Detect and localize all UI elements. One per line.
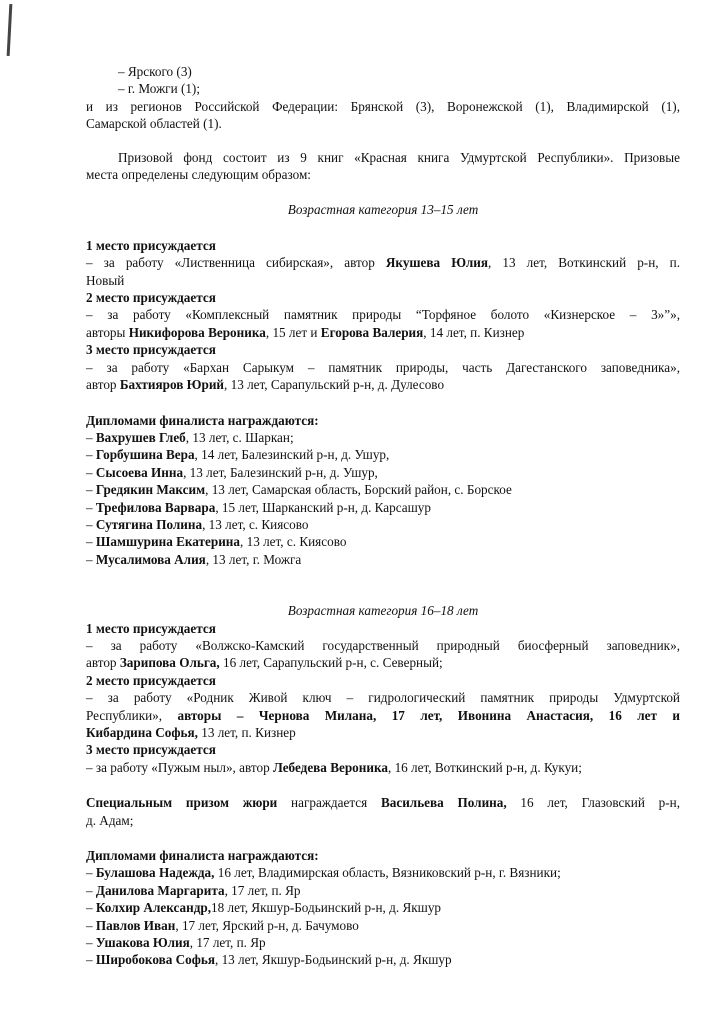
cat2-place2-line: – за работу «Родник Живой ключ – гидрологический памятник природы Удмуртской — [86, 690, 680, 706]
finalist-details: 18 лет, Якшур-Бодьинский р-н, д. Якшур — [211, 900, 442, 916]
finalist-details: , 15 лет, Шарканский р-н, д. Карсашур — [215, 499, 431, 515]
cat2-place1-line-2: автор Зарипова Ольга, 16 лет, Сарапульский р-н, с. Северный; — [86, 655, 443, 671]
cat2-place2-heading: 2 место присуждается — [86, 672, 216, 688]
finalist-item: – Сутягина Полина, 13 лет, с. Киясово — [86, 516, 309, 532]
finalist-details: , 13 лет, Балезинский р-н, д. Ушур, — [183, 464, 378, 480]
finalist-details: , 13 лет, с. Шаркан; — [185, 429, 294, 445]
finalist-details: , 17 лет, Ярский р-н, д. Бачумово — [175, 917, 359, 933]
winner-names: авторы – Чернова Милана, 17 лет, Ивонина Анастасия, 16 лет и — [177, 707, 680, 723]
category-2-title: Возрастная категория 16–18 лет — [287, 603, 479, 619]
finalist-details: , 13 лет, с. Киясово — [240, 534, 347, 550]
finalist-name: Павлов Иван — [95, 917, 176, 933]
finalist-item: – Мусалимова Алия, 13 лет, г. Можга — [86, 551, 302, 567]
finalist-details: , 14 лет, Балезинский р-н, д. Ушур, — [194, 447, 390, 463]
finalist-details: 16 лет, Владимирская область, Вязниковский р-н, г. Вязники; — [214, 865, 561, 881]
cat2-finalists-list — [86, 864, 680, 968]
cat1-finalists-list — [86, 429, 680, 568]
special-prize-heading: Специальным призом жюри — [86, 795, 278, 811]
finalist-item: – Булашова Надежда, 16 лет, Владимирская область, Вязниковский р-н, г. Вязники; — [86, 865, 561, 881]
finalist-name: Вахрушев Глеб — [95, 429, 186, 445]
finalist-item: – Шамшурина Екатерина, 13 лет, с. Киясово — [86, 534, 347, 550]
special-prize-line: Специальным призом жюри награждается Васильева Полина, 16 лет, Глазовский р-н, — [86, 795, 681, 811]
finalist-name: Сутягина Полина — [95, 516, 203, 532]
finalist-item: – Ушакова Юлия, 17 лет, п. Яр — [86, 935, 266, 951]
finalist-details: , 13 лет, Якшур-Бодьинский р-н, д. Якшур — [214, 952, 452, 968]
cat1-place2-heading: 2 место присуждается — [86, 290, 216, 306]
cat1-place1-heading: 1 место присуждается — [86, 237, 216, 253]
finalist-details: , 13 лет, Самарская область, Борский район, с. Борское — [205, 482, 512, 498]
finalist-item: – Вахрушев Глеб, 13 лет, с. Шаркан; — [86, 429, 294, 445]
cat1-place3-line: – за работу «Бархан Сарыкум – памятник природы, часть Дагестанского заповедника», — [86, 359, 680, 375]
intro-line-4: Самарской областей (1). — [86, 116, 222, 132]
finalist-item: – Широбокова Софья, 13 лет, Якшур-Бодьинский р-н, д. Якшур — [86, 952, 452, 968]
scan-edge-mark — [7, 4, 13, 56]
special-prize-line-2: д. Адам; — [86, 812, 134, 828]
finalist-name: Булашова Надежда, — [95, 865, 215, 881]
finalist-item: – Трефилова Варвара, 15 лет, Шарканский р-н, д. Карсашур — [86, 499, 431, 515]
finalist-name: Ушакова Юлия — [95, 935, 190, 951]
category-1-title: Возрастная категория 13–15 лет — [287, 202, 479, 218]
winner-name: Зарипова Ольга, — [119, 655, 220, 671]
winner-name: Лебедева Вероника — [272, 759, 388, 775]
cat1-place2-line: – за работу «Комплексный памятник природы “Торфяное болото «Кизнерское – 3»”», — [86, 307, 680, 323]
finalist-name: Гредякин Максим — [95, 482, 206, 498]
finalist-name: Колхир Александр, — [95, 900, 211, 916]
cat1-place1-line: – за работу «Лиственница сибирская», автор Якушева Юлия, 13 лет, Воткинский р-н, п. — [86, 255, 680, 271]
cat2-place3-line: – за работу «Пужым ныл», автор Лебедева Вероника, 16 лет, Воткинский р-н, д. Кукуи; — [86, 759, 582, 775]
intro-line-1: – Ярского (3) — [118, 64, 192, 79]
finalist-item: – Данилова Маргарита, 17 лет, п. Яр — [86, 882, 301, 898]
finalist-name: Сысоева Инна — [95, 464, 184, 480]
finalist-name: Данилова Маргарита — [95, 882, 225, 898]
cat1-place1-line-2: Новый — [86, 272, 125, 288]
finalist-details: , 13 лет, с. Киясово — [202, 516, 309, 532]
winner-name: Кибардина Софья, — [86, 725, 198, 740]
prize-fund-line-2: места определены следующим образом: — [86, 167, 311, 183]
cat2-place1-heading: 1 место присуждается — [86, 620, 216, 636]
finalist-name: Широбокова Софья — [95, 952, 215, 968]
finalist-name: Мусалимова Алия — [95, 551, 206, 567]
document-page — [86, 63, 680, 969]
cat1-place3-heading: 3 место присуждается — [86, 342, 216, 358]
finalist-item: – Сысоева Инна, 13 лет, Балезинский р-н, д. Ушур, — [86, 464, 378, 480]
finalist-item: – Павлов Иван, 17 лет, Ярский р-н, д. Бачумово — [86, 917, 359, 933]
finalist-name: Горбушина Вера — [95, 447, 195, 463]
prize-fund-line-1: Призовой фонд состоит из 9 книг «Красная книга Удмуртской Республики». Призовые — [118, 149, 680, 165]
winner-name: Бахтияров Юрий — [119, 377, 225, 393]
cat1-finalists-heading: Дипломами финалиста награждаются: — [86, 412, 319, 428]
intro-line-3: и из регионов Российской Федерации: Брянской (3), Воронежской (1), Владимирской (1), — [86, 98, 680, 114]
cat1-place2-line-2: авторы Никифорова Вероника, 15 лет и Егорова Валерия, 14 лет, п. Кизнер — [86, 324, 525, 340]
finalist-name: Трефилова Варвара — [95, 499, 216, 515]
finalist-item: – Горбушина Вера, 14 лет, Балезинский р-н, д. Ушур, — [86, 447, 390, 463]
winner-name: Васильева Полина, — [380, 795, 507, 811]
intro-line-2: – г. Можги (1); — [118, 81, 200, 97]
cat2-place2-line-2: Республики», авторы – Чернова Милана, 17 лет, Ивонина Анастасия, 16 лет и — [86, 707, 680, 723]
winner-name: Егорова Валерия — [320, 324, 424, 340]
cat2-finalists-heading: Дипломами финалиста награждаются: — [86, 848, 319, 864]
finalist-item: – Колхир Александр,18 лет, Якшур-Бодьинский р-н, д. Якшур — [86, 900, 442, 916]
winner-name: Якушева Юлия — [385, 255, 489, 271]
winner-name: Никифорова Вероника — [128, 324, 266, 340]
finalist-details: , 13 лет, г. Можга — [205, 551, 302, 567]
cat2-place2-line-3: Кибардина Софья, 13 лет, п. Кизнер — [86, 725, 296, 740]
finalist-name: Шамшурина Екатерина — [95, 534, 240, 550]
finalist-details: , 17 лет, п. Яр — [189, 935, 266, 951]
cat2-place3-heading: 3 место присуждается — [86, 742, 216, 758]
cat1-place3-line-2: автор Бахтияров Юрий, 13 лет, Сарапульский р-н, д. Дулесово — [86, 377, 445, 393]
finalist-details: , 17 лет, п. Яр — [224, 882, 301, 898]
finalist-item: – Гредякин Максим, 13 лет, Самарская область, Борский район, с. Борское — [86, 482, 512, 498]
cat2-place1-line: – за работу «Волжско-Камский государственный природный биосферный заповедник», — [86, 637, 680, 653]
